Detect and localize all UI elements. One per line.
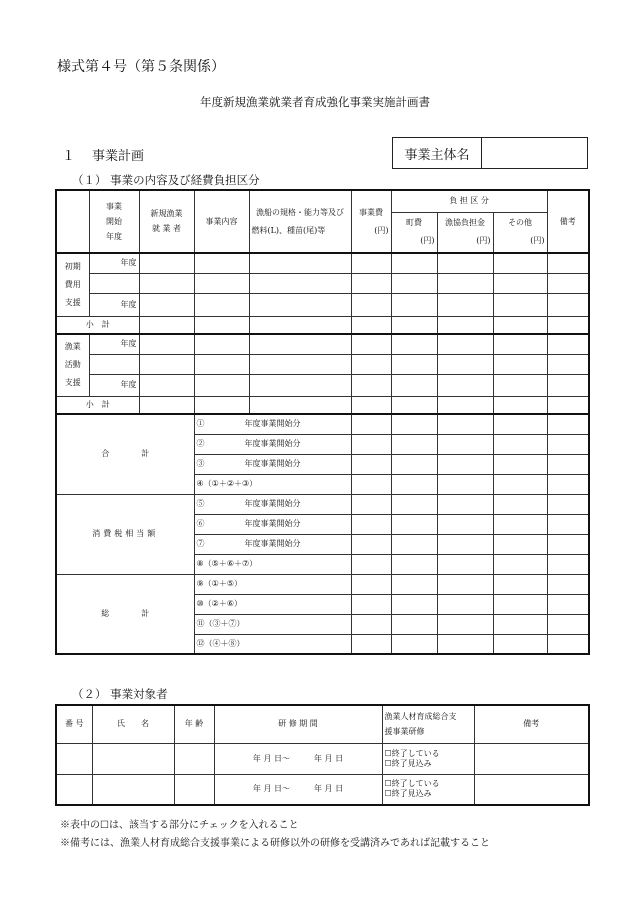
table-row <box>56 494 589 514</box>
participant-header-row <box>56 705 589 743</box>
checkbox-completed[interactable]: ☐終了している <box>384 779 440 789</box>
total-row-3: ③ 年度事業開始分 <box>194 454 351 474</box>
group1-year-2: 年度 <box>89 293 139 316</box>
plan-table <box>55 189 590 655</box>
section1-heading <box>62 145 144 164</box>
header-no: 番 号 <box>56 705 92 743</box>
header-name: 氏 名 <box>92 705 174 743</box>
group1-label: 初期 費用 支援 <box>56 253 89 316</box>
participant-no-cell[interactable] <box>56 743 92 774</box>
participant-status <box>382 774 474 805</box>
participant-age-cell[interactable] <box>174 774 214 805</box>
header-coop: 漁協負担金 (円) <box>437 212 493 253</box>
table-row <box>56 253 589 273</box>
header-age: 年 齢 <box>174 705 214 743</box>
subtotal-row-1 <box>56 316 589 334</box>
note-checkbox: ※表中の☐は、該当する部分にチェックを入れること <box>60 820 299 831</box>
header-blank-cell <box>56 190 89 253</box>
grand-row-1: ⑨（①＋⑤） <box>194 574 351 594</box>
header-other: その他 (円) <box>493 212 547 253</box>
section1-title: 事業計画 <box>92 149 145 164</box>
grand-row-4: ⑫（④＋⑧） <box>194 634 351 654</box>
table-row <box>56 743 589 774</box>
table-row <box>56 774 589 805</box>
section1-number: １ <box>62 149 76 164</box>
tax-label: 消費税相当額 <box>56 494 194 574</box>
participant-remarks-cell[interactable] <box>474 774 589 805</box>
header-town: 町費 (円) <box>391 212 437 253</box>
table-row <box>56 574 589 594</box>
group2-year-2: 年度 <box>89 374 139 396</box>
subtotal-label: 小 計 <box>56 316 139 334</box>
note-remarks: ※備考には、漁業人材育成総合支援事業による研修以外の研修を受講済みであれば記載すること <box>60 838 490 849</box>
group1-year-1: 年度 <box>89 253 139 273</box>
header-remarks: 備考 <box>474 705 589 743</box>
table-row <box>56 414 589 434</box>
grand-row-3: ⑪（③＋⑦） <box>194 614 351 634</box>
participant-status <box>382 743 474 774</box>
group2-year-1: 年度 <box>89 334 139 354</box>
grand-total-label: 総 計 <box>56 574 194 654</box>
participant-remarks-cell[interactable] <box>474 743 589 774</box>
form-number: 様式第４号（第５条関係） <box>57 59 225 75</box>
document-title: 年度新規漁業就業者育成強化事業実施計画書 <box>200 95 430 109</box>
group2-label: 漁業 活動 支援 <box>56 334 89 396</box>
total-row-4: ④（①＋②＋③） <box>194 474 351 494</box>
total-row-2: ② 年度事業開始分 <box>194 434 351 454</box>
header-new-worker: 新規漁業 就 業 者 <box>139 190 194 253</box>
grand-row-2: ⑩（②＋⑥） <box>194 594 351 614</box>
header-program: 漁業人材育成総合支 援事業研修 <box>382 705 474 743</box>
entity-box <box>392 137 588 169</box>
checkbox-expected[interactable]: ☐終了見込み <box>384 789 432 799</box>
entity-value-field[interactable] <box>482 138 587 168</box>
table-row <box>56 374 589 396</box>
participant-name-cell[interactable] <box>92 743 174 774</box>
tax-row-2: ⑥ 年度事業開始分 <box>194 514 351 534</box>
header-start-year: 事業 開始 年度 <box>89 190 139 253</box>
header-row-1 <box>56 190 589 212</box>
subsection1-heading: （１） 事業の内容及び経費負担区分 <box>72 173 260 187</box>
subtotal-label: 小 計 <box>56 396 139 414</box>
header-burden: 負 担 区 分 <box>391 190 547 212</box>
checkbox-expected[interactable]: ☐終了見込み <box>384 758 432 768</box>
total-label: 合 計 <box>56 414 194 494</box>
tax-row-4: ⑧（⑤＋⑥＋⑦） <box>194 554 351 574</box>
table-row <box>56 293 589 316</box>
participant-period: 年 月 日～ 年 月 日 <box>214 743 382 774</box>
subsection2-heading: （２） 事業対象者 <box>72 687 168 701</box>
header-content: 事業内容 <box>194 190 249 253</box>
header-remarks: 備考 <box>547 190 589 253</box>
participant-table <box>55 704 590 806</box>
table-row <box>56 273 589 293</box>
tax-row-3: ⑦ 年度事業開始分 <box>194 534 351 554</box>
entity-label: 事業主体名 <box>393 138 482 168</box>
table-row <box>56 334 589 354</box>
tax-row-1: ⑤ 年度事業開始分 <box>194 494 351 514</box>
header-period: 研 修 期 間 <box>214 705 382 743</box>
subtotal-row-2 <box>56 396 589 414</box>
participant-age-cell[interactable] <box>174 743 214 774</box>
total-row-1: ① 年度事業開始分 <box>194 414 351 434</box>
header-vessel: 漁船の規格・能力等及び 燃料(L)、種苗(尾)等 <box>249 190 351 253</box>
participant-name-cell[interactable] <box>92 774 174 805</box>
checkbox-completed[interactable]: ☐終了している <box>384 748 440 758</box>
table-row <box>56 354 589 374</box>
participant-no-cell[interactable] <box>56 774 92 805</box>
header-cost: 事業費 (円) <box>351 190 391 253</box>
participant-period: 年 月 日～ 年 月 日 <box>214 774 382 805</box>
